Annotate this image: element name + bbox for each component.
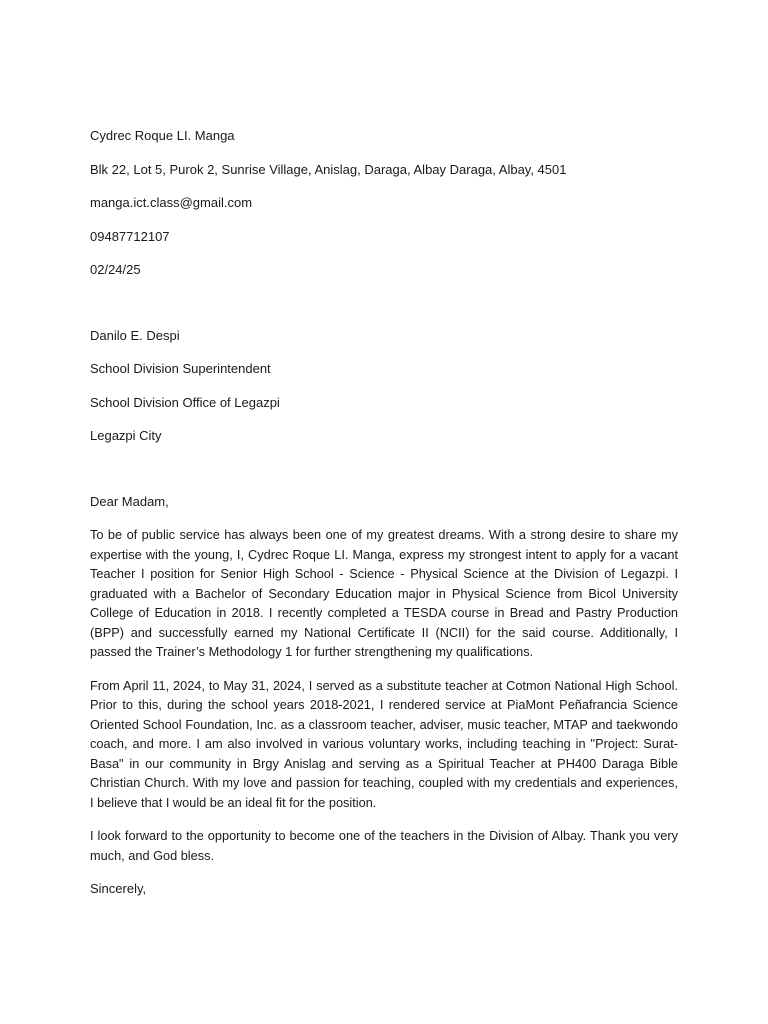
recipient-office: School Division Office of Legazpi [90, 394, 280, 410]
cover-letter [90, 126, 678, 899]
sender-name: Cydrec Roque LI. Manga [90, 128, 235, 143]
sender-block [90, 126, 678, 280]
salutation: Dear Madam, [90, 493, 169, 509]
closing: Sincerely, [90, 881, 147, 896]
body-paragraph-2: From April 11, 2024, to May 31, 2024, I served as a substitute teacher at Cotmon National High School. Prior to this, during the school years 2018-2021, I rendered service at PiaMont Peñafrancia Science Oriented School Foundation, Inc. as a classroom teacher, adviser, music teacher, MTAP and taekwondo coach, and more. I am also involved in various voluntary works, including teaching in "Project: Surat-Basa" in our community in Brgy Anislag and serving as a Spiritual Teacher at PH400 Daraga Bible Christian Church. With my love and passion for teaching, coupled with my credentials and experiences, I believe that I would be an ideal fit for the position. [90, 677, 678, 810]
sender-phone: 09487712107 [90, 228, 170, 244]
recipient-title: School Division Superintendent [90, 361, 271, 376]
recipient-city: Legazpi City [90, 428, 162, 443]
sender-email: manga.ict.class@gmail.com [90, 195, 253, 210]
letter-date: 02/24/25 [90, 262, 141, 277]
recipient-block [90, 326, 678, 446]
body-paragraph-1: To be of public service has always been one of my greatest dreams. With a strong desire to share my expertise with the young, I, Cydrec Roque LI. Manga, express my strongest intent to apply for a vacant Teacher I position for Senior High School - Science - Physical Science at the Division of Legazpi. I graduated with a Bachelor of Secondary Education major in Physical Science from Bicol University College of Education in 2018. I recently completed a TESDA course in Bread and Pastry Production (BPP) and successfully earned my National Certificate II (NCII) for the said course. Additionally, I passed the Trainer’s Methodology 1 for further strengthening my qualifications. [90, 527, 678, 659]
body-paragraph-3: I look forward to the opportunity to become one of the teachers in the Division of Albay. Thank you very much, and God bless. [90, 828, 678, 863]
sender-address: Blk 22, Lot 5, Purok 2, Sunrise Village, Anislag, Daraga, Albay Daraga, Albay, 4501 [90, 161, 567, 177]
recipient-name: Danilo E. Despi [90, 327, 180, 343]
